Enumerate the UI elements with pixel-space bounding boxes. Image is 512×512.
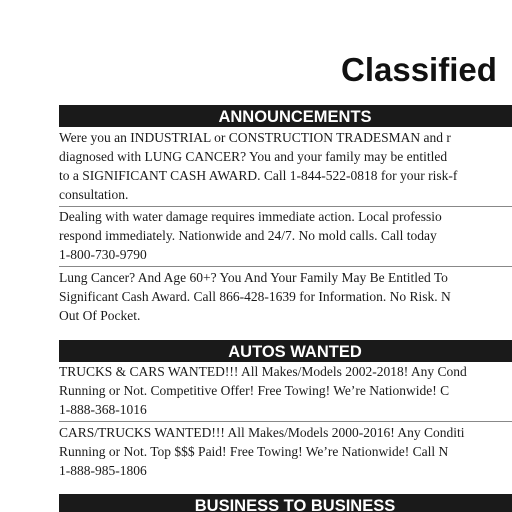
ad-text-line: respond immediately. Nationwide and 24/7. No mold calls. Call today [59,228,437,243]
classified-ad-cars-trucks-wanted [59,423,512,480]
classified-ad-lung-cancer-60 [59,268,512,325]
ad-text-line: Running or Not. Competitive Offer! Free Towing! We’re Nationwide! C [59,383,450,398]
classified-ad-tradesman-lung-cancer [59,128,512,204]
ad-text-line: CARS/TRUCKS WANTED!!! All Makes/Models 2000-2016! Any Conditi [59,425,465,440]
ad-text-line: Out Of Pocket. [59,308,141,323]
section-header-announcements [59,105,512,127]
ad-text-line: 1-800-730-9790 [59,247,147,262]
classified-ad-trucks-cars-wanted [59,362,512,419]
section-header-business-to-business [59,494,512,512]
classified-ad-water-damage [59,207,512,264]
section-header-autos-wanted [59,340,512,362]
ad-divider [59,266,512,267]
ad-text-line: Were you an INDUSTRIAL or CONSTRUCTION TRADESMAN and r [59,130,451,145]
ad-text-line: TRUCKS & CARS WANTED!!! All Makes/Models 2002-2018! Any Cond [59,364,467,379]
page-title: Classified [341,51,497,88]
ad-text-line: Lung Cancer? And Age 60+? You And Your Family May Be Entitled To [59,270,448,285]
ad-text-line: diagnosed with LUNG CANCER? You and your family may be entitled [59,149,448,164]
ad-text-line: 1-888-985-1806 [59,463,147,478]
ad-divider [59,421,512,422]
ad-text-line: Running or Not. Top $$$ Paid! Free Towing! We’re Nationwide! Call N [59,444,449,459]
ad-text-line: 1-888-368-1016 [59,402,147,417]
section-heading: ANNOUNCEMENTS [218,108,372,126]
ad-text-line: to a SIGNIFICANT CASH AWARD. Call 1-844-522-0818 for your risk-f [59,168,458,183]
ad-text-line: Significant Cash Award. Call 866-428-1639 for Information. No Risk. N [59,289,451,304]
section-heading: AUTOS WANTED [228,343,362,361]
ad-text-line: consultation. [59,187,129,202]
ad-text-line: Dealing with water damage requires immediate action. Local professio [59,209,442,224]
section-heading: BUSINESS TO BUSINESS [194,497,396,512]
